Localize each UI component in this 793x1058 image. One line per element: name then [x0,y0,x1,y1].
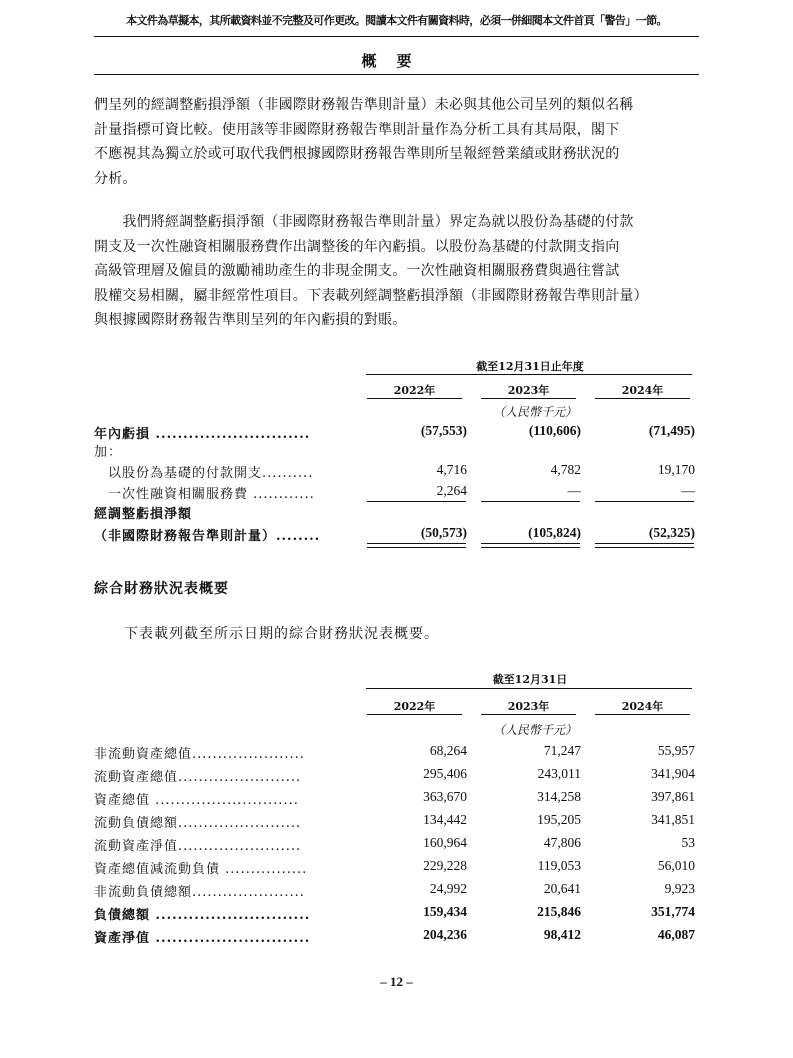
cell-2022: 295,406 [423,766,467,781]
cell-2024: 46,087 [657,927,695,942]
cell-2023: 20,641 [543,881,581,896]
cell-2022: 24,992 [429,881,467,896]
cell-2022: (57,553) [420,423,467,438]
paragraph-line: 開支及一次性融資相關服務費作出調整後的年內虧損。以股份為基礎的付款開支指向 [94,238,620,255]
row-label: 資產總值 ............................ [94,793,299,808]
cell-2024: 341,904 [651,766,695,781]
cell-2022: 4,716 [436,462,467,477]
cell-2022: 134,442 [423,812,467,827]
row-label: 加： [94,445,123,460]
section-intro: 下表載列截至所示日期的綜合財務狀況表概要。 [124,626,439,642]
cell-2024: 55,957 [657,743,695,758]
table2-unit: （人民幣千元） [492,723,577,737]
cell-2022: 68,264 [429,743,467,758]
total-double-rule [595,543,694,548]
table1-year-rule [367,398,462,399]
cell-2022: 229,228 [423,858,467,873]
row-label: 流動資產淨值........................ [94,839,302,854]
table-row [94,462,699,484]
table2-year-rule [481,714,576,715]
cell-2024: 19,170 [657,462,695,477]
table2-year-2024: 2024年 [621,700,664,713]
paragraph-line: 我們將經調整虧損淨額（非國際財務報告準則計量）界定為就以股份為基礎的付款 [94,214,634,230]
row-label: 年內虧損 ............................ [94,427,311,442]
cell-2022: 159,434 [423,904,467,919]
row-label: 經調整虧損淨額 [94,507,193,522]
row-label: 流動負債總額........................ [94,816,302,831]
cell-2023: 71,247 [543,743,581,758]
total-double-rule [481,543,580,548]
row-label: 一次性融資相關服務費 ............ [108,487,315,502]
table-row [94,858,699,880]
cell-2024: 397,861 [651,789,695,804]
cell-2022: 363,670 [423,789,467,804]
row-label: 負債總額 ............................ [94,908,311,923]
subtotal-rule [367,501,466,502]
table-row [94,881,699,903]
draft-disclaimer: 本文件為草擬本，其所載資料並不完整及可作更改。閱讀本文件有關資料時，必須一併細閱本文件首頁「警告」一節。 [126,14,667,27]
table2-year-2023: 2023年 [507,700,550,713]
table1-year-2024: 2024年 [621,384,664,397]
table2-group-title: 截至12月31日 [492,673,568,686]
cell-2023: (110,606) [528,423,581,438]
table1-group-title: 截至12月31日止年度 [476,360,584,373]
row-label: 非流動負債總額...................... [94,885,305,900]
paragraph-line: 計量指標可資比較。使用該等非國際財務報告準則計量作為分析工具有其局限，閣下 [94,121,620,138]
cell-2023: 4,782 [550,462,581,477]
cell-2023: — [567,483,581,498]
table1-group-rule [366,374,692,375]
cell-2023: 215,846 [537,904,581,919]
cell-2023: (105,824) [528,525,581,540]
table1-year-2022: 2022年 [393,384,436,397]
table-row [94,441,699,463]
cell-2024: — [681,483,695,498]
subtotal-rule [481,501,580,502]
cell-2024: (52,325) [648,525,695,540]
row-label: （非國際財務報告準則計量）........ [94,529,321,544]
table-row [94,789,699,811]
table2-year-rule [595,714,690,715]
cell-2022: 160,964 [423,835,467,850]
section-title: 概要 [361,52,432,70]
paragraph-1 [94,93,699,191]
row-label: 資產總值減流動負債 ................ [94,862,308,877]
header-rule-top [94,36,699,37]
cell-2024: 341,851 [651,812,695,827]
table-row [94,927,699,949]
page-number: – 12 – [380,974,413,989]
cell-2024: 56,010 [657,858,695,873]
cell-2023: 98,412 [543,927,581,942]
cell-2024: 9,923 [664,881,695,896]
header-rule-bottom [94,74,699,75]
paragraph-line: 分析。 [94,170,137,187]
cell-2023: 243,011 [537,766,581,781]
paragraph-line: 不應視其為獨立於或可取代我們根據國際財務報告準則所呈報經營業績或財務狀況的 [94,146,620,162]
paragraph-line: 高級管理層及僱員的激勵補助產生的非現金開支。一次性融資相關服務費與過往嘗試 [94,263,620,279]
table-row [94,812,699,834]
row-label: 非流動資產總值...................... [94,747,305,762]
table1-year-rule [481,398,576,399]
table-row [94,743,699,765]
table1-year-2023: 2023年 [507,384,550,397]
row-label: 以股份為基礎的付款開支.......... [108,466,314,481]
table-row [94,503,699,525]
cell-2023: 314,258 [537,789,581,804]
table-row [94,835,699,857]
total-double-rule [367,543,466,548]
cell-2022: (50,573) [420,525,467,540]
paragraph-line: 們呈列的經調整虧損淨額（非國際財務報告準則計量）未必與其他公司呈列的類似名稱 [94,97,634,113]
paragraph-line: 與根據國際財務報告準則呈列的年內虧損的對賬。 [94,312,407,328]
cell-2023: 47,806 [543,835,581,850]
table2-year-rule [367,714,462,715]
row-label: 流動資產總值........................ [94,770,302,785]
cell-2022: 204,236 [423,927,467,942]
paragraph-line: 股權交易相關，屬非經常性項目。下表載列經調整虧損淨額（非國際財務報告準則計量） [94,287,648,304]
row-label: 資產淨值 ............................ [94,931,311,946]
cell-2022: 2,264 [436,483,467,498]
cell-2024: 53 [681,835,695,850]
table2-year-2022: 2022年 [393,700,436,713]
table2-group-rule [366,688,692,689]
table1-year-rule [595,398,690,399]
section-heading: 綜合財務狀況表概要 [94,581,229,597]
paragraph-2 [94,210,699,333]
cell-2024: 351,774 [651,904,695,919]
table-row [94,766,699,788]
cell-2023: 119,053 [537,858,581,873]
table-row [94,904,699,926]
cell-2023: 195,205 [537,812,581,827]
cell-2024: (71,495) [648,423,695,438]
table1-unit: （人民幣千元） [492,405,577,419]
subtotal-rule [595,501,694,502]
